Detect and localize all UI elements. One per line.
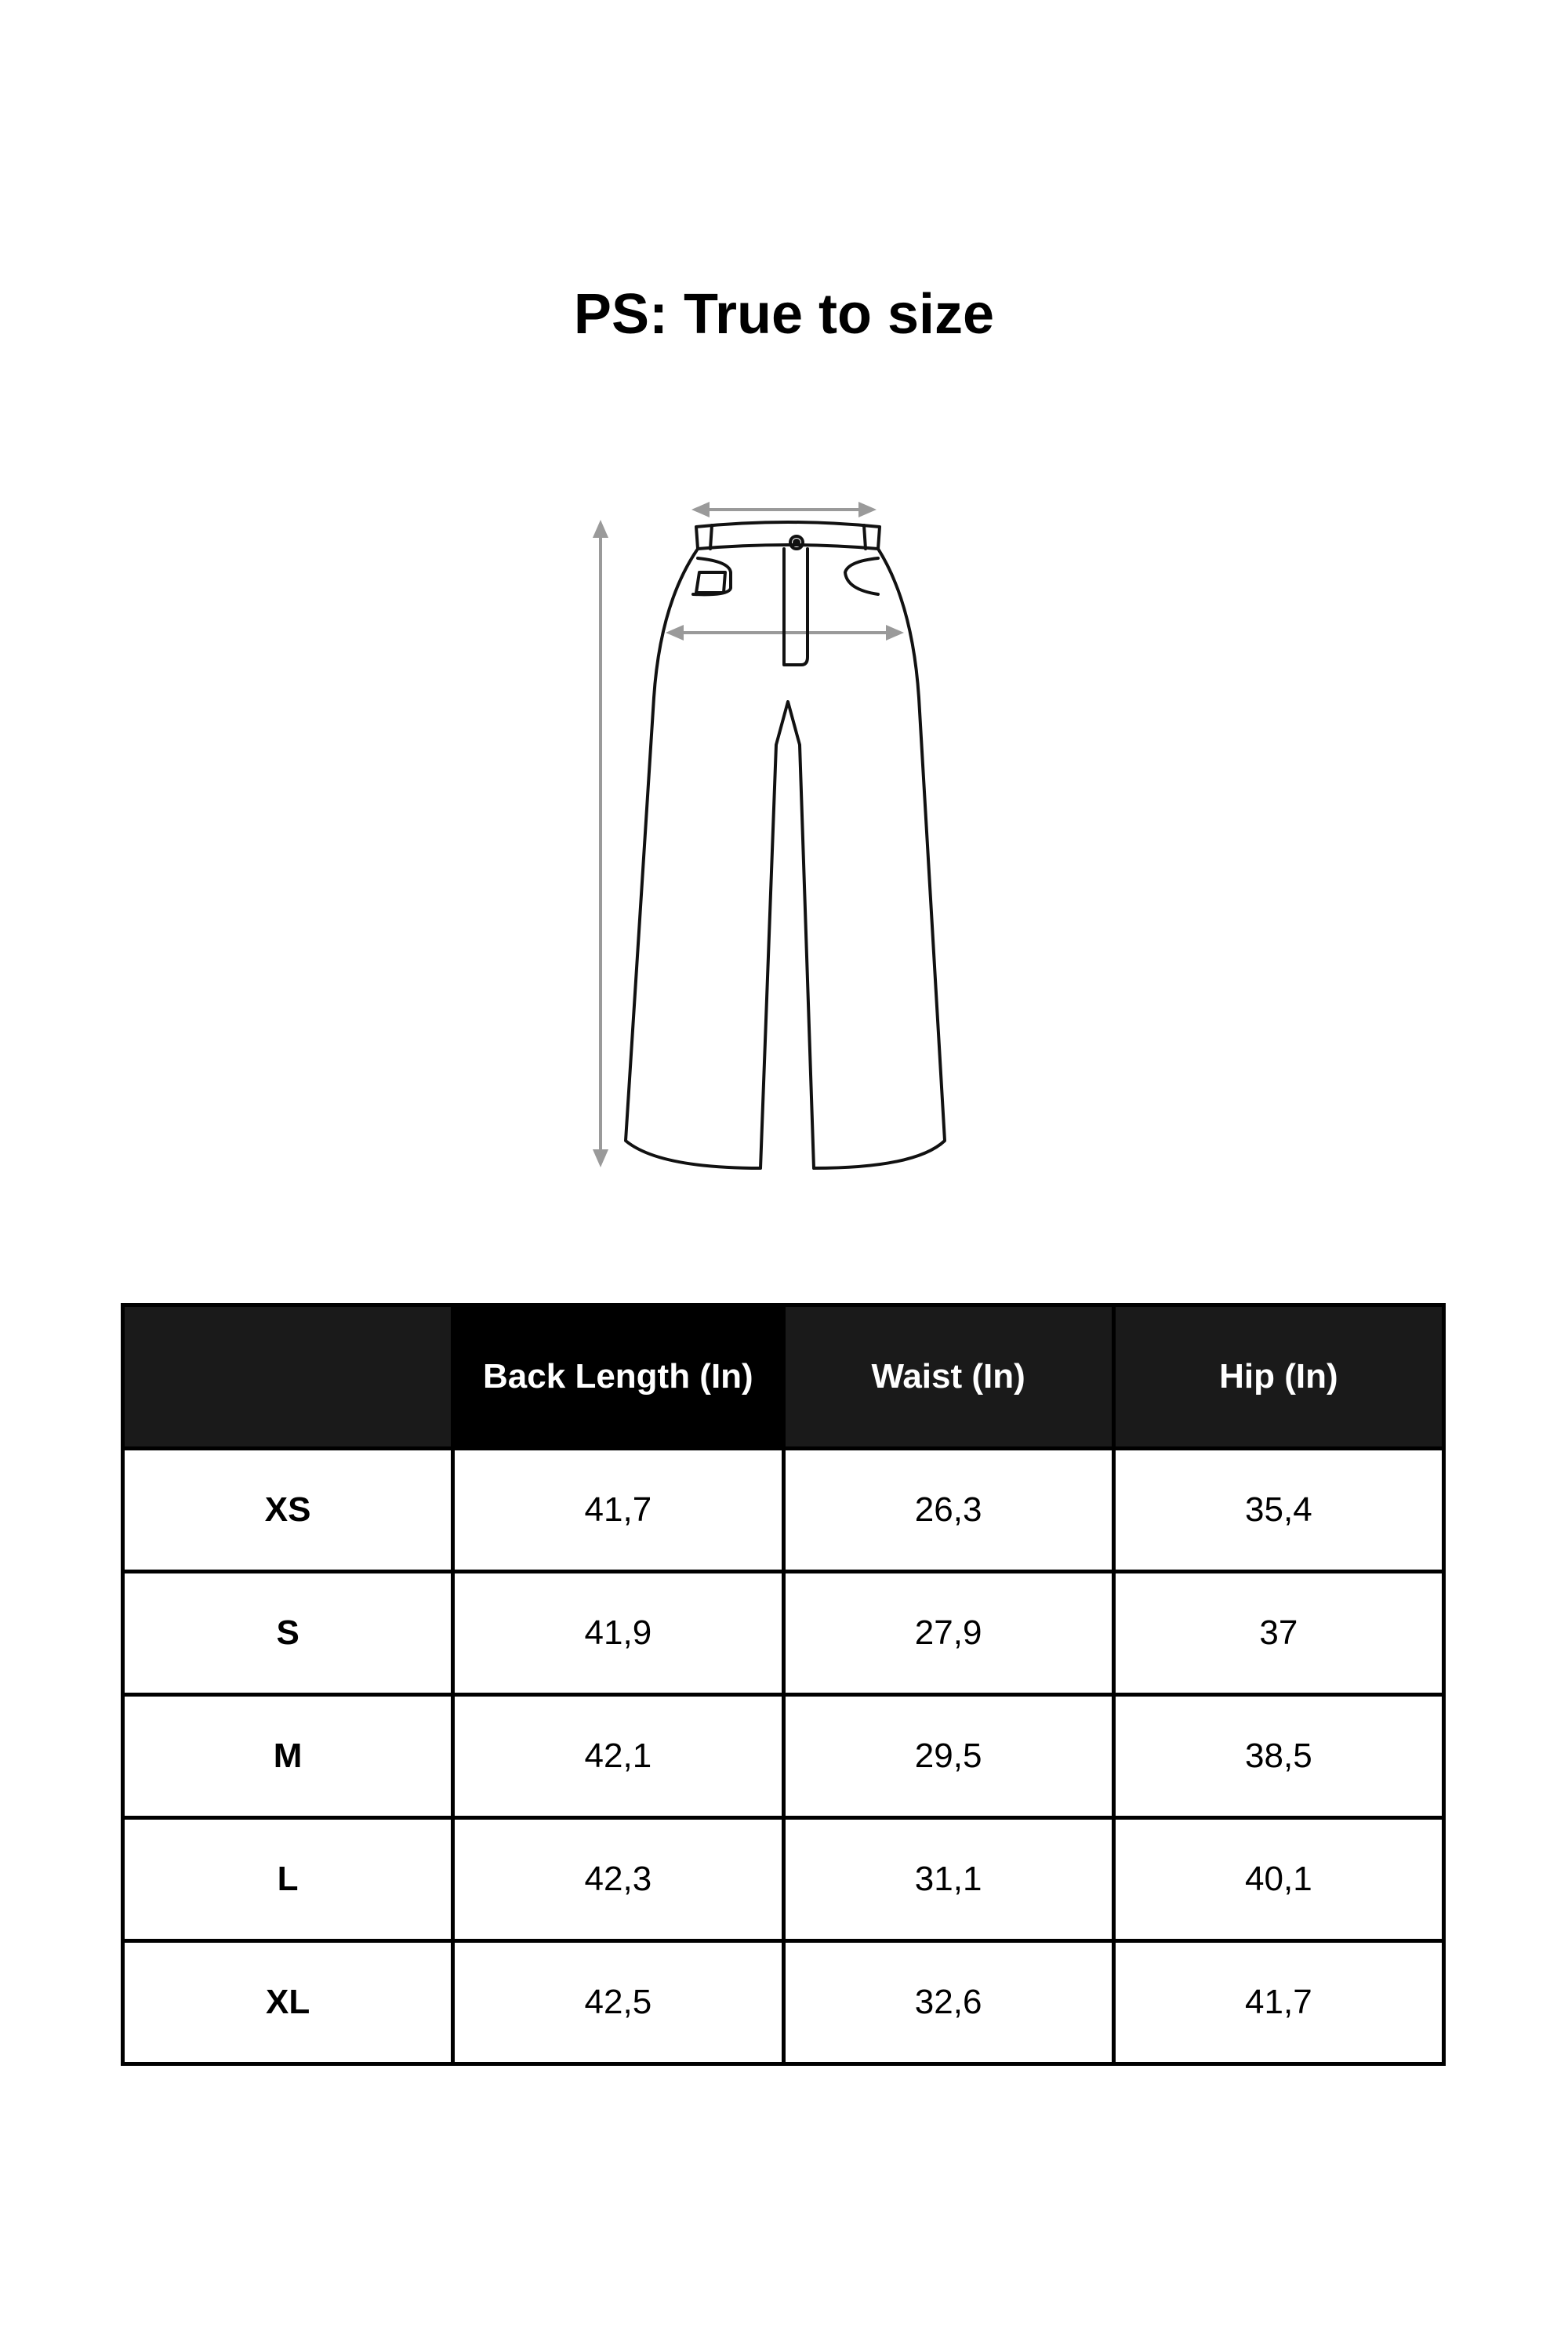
header-back-length: Back Length (In) [453, 1305, 783, 1449]
hip-value: 40,1 [1113, 1818, 1443, 1941]
length-arrow-bottom [595, 1151, 606, 1163]
waist-value: 32,6 [783, 1941, 1113, 2064]
back-length-value: 41,7 [453, 1449, 783, 1572]
size-chart-table [121, 1303, 1446, 2066]
pants-outline [626, 522, 945, 1168]
waist-value: 26,3 [783, 1449, 1113, 1572]
back-length-value: 42,1 [453, 1695, 783, 1818]
page-title: PS: True to size [573, 283, 995, 346]
table-row [123, 1572, 1444, 1695]
size-label: M [123, 1695, 453, 1818]
size-label: XS [123, 1449, 453, 1572]
size-label: L [123, 1818, 453, 1941]
back-length-value: 42,5 [453, 1941, 783, 2064]
waist-arrow-left [695, 504, 708, 515]
length-arrow-top [595, 524, 606, 536]
table-row [123, 1449, 1444, 1572]
waist-arrow-right [860, 504, 873, 515]
table-header-row [123, 1305, 1444, 1449]
hip-value: 35,4 [1113, 1449, 1443, 1572]
header-waist: Waist (In) [783, 1305, 1113, 1449]
header-size-column [123, 1305, 453, 1449]
right-pocket [845, 558, 878, 594]
table-row [123, 1941, 1444, 2064]
hip-value: 38,5 [1113, 1695, 1443, 1818]
hip-arrow-right [887, 627, 900, 638]
waist-value: 29,5 [783, 1695, 1113, 1818]
size-label: XL [123, 1941, 453, 2064]
hip-value: 41,7 [1113, 1941, 1443, 2064]
back-length-value: 41,9 [453, 1572, 783, 1695]
back-length-value: 42,3 [453, 1818, 783, 1941]
coin-pocket [696, 572, 725, 593]
header-hip: Hip (In) [1113, 1305, 1443, 1449]
measurement-arrows [595, 504, 900, 1163]
belt-loop [710, 525, 712, 549]
waistband [696, 522, 880, 549]
waist-value: 27,9 [783, 1572, 1113, 1695]
table-row [123, 1818, 1444, 1941]
belt-loop [864, 525, 866, 549]
fly [784, 549, 808, 665]
hip-arrow-left [670, 627, 682, 638]
table-row [123, 1695, 1444, 1818]
hip-value: 37 [1113, 1572, 1443, 1695]
waist-value: 31,1 [783, 1818, 1113, 1941]
size-label: S [123, 1572, 453, 1695]
button-center [794, 540, 799, 545]
